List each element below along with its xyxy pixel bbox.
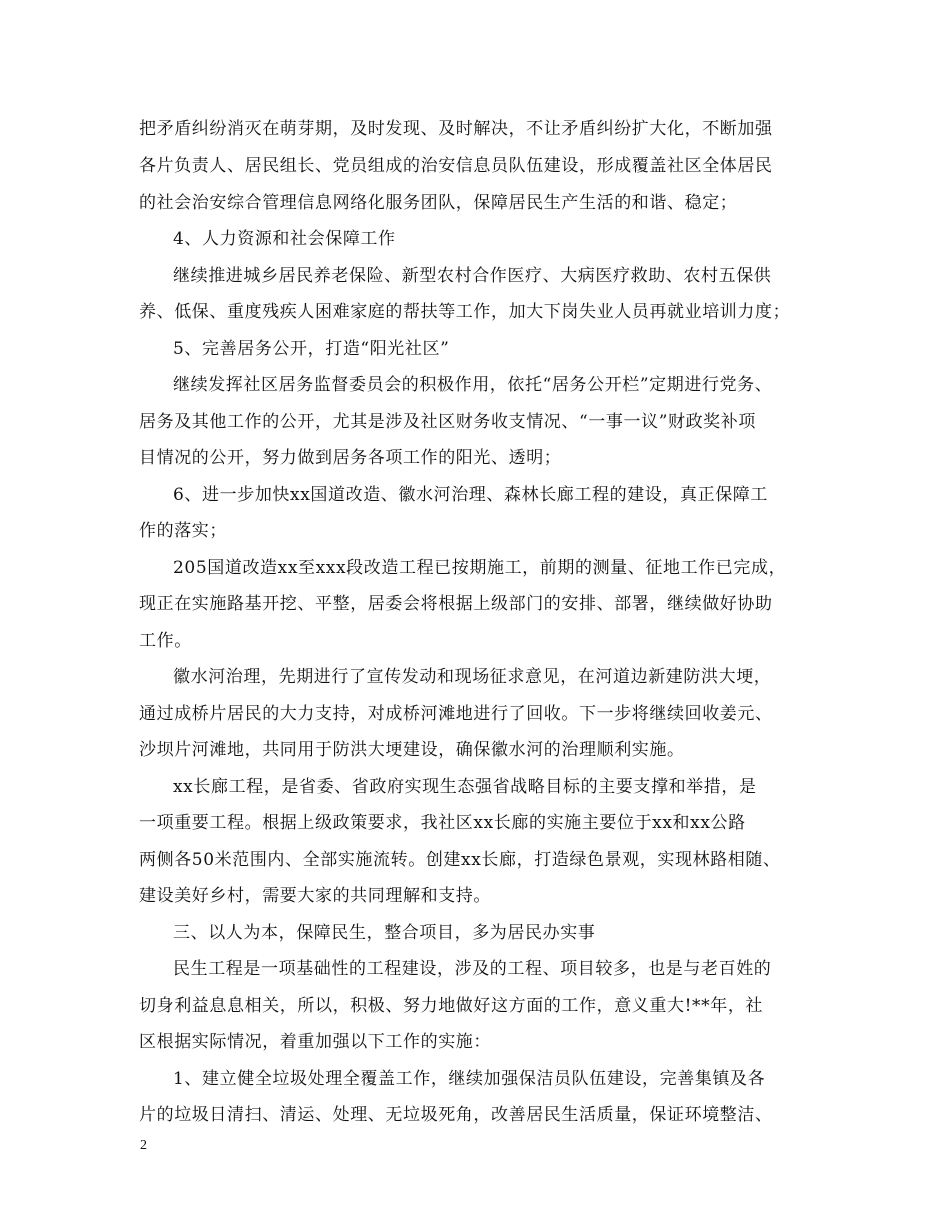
section-heading: 三、以人为本，保障民生，整合项目，多为居民办实事 bbox=[173, 923, 596, 943]
section-heading: 6、进一步加快xx国道改造、徽水河治理、森林长廊工程的建设，真正保障工 bbox=[173, 485, 768, 505]
text-line: 1、建立健全垃圾处理全覆盖工作，继续加强保洁员队伍建设，完善集镇及各 bbox=[173, 1069, 766, 1089]
section-heading: 5、完善居务公开，打造“阳光社区” bbox=[173, 339, 450, 359]
text-line: 各片负责人、居民组长、党员组成的治安信息员队伍建设，形成覆盖社区全体居民 bbox=[139, 156, 773, 176]
section-heading: 4、人力资源和社会保障工作 bbox=[173, 229, 396, 249]
text-line: xx长廊工程，是省委、省政府实现生态强省战略目标的主要支撑和举措，是 bbox=[173, 777, 757, 797]
text-line: 区根据实际情况，着重加强以下工作的实施： bbox=[139, 1032, 491, 1052]
text-line: 205国道改造xx至xxx段改造工程已按期施工，前期的测量、征地工作已完成， bbox=[173, 558, 787, 578]
text-line: 现正在实施路基开挖、平整，居委会将根据上级部门的安排、部署，继续做好协助 bbox=[139, 594, 773, 614]
text-line: 沙坝片河滩地，共同用于防洪大埂建设，确保徽水河的治理顺利实施。 bbox=[139, 740, 685, 760]
page-number: 2 bbox=[140, 1138, 147, 1153]
text-line: 民生工程是一项基础性的工程建设，涉及的工程、项目较多，也是与老百姓的 bbox=[173, 959, 772, 979]
text-line: 徽水河治理，先期进行了宣传发动和现场征求意见，在河道边新建防洪大埂， bbox=[173, 667, 772, 687]
text-line: 通过成桥片居民的大力支持，对成桥河滩地进行了回收。下一步将继续回收姜元、 bbox=[139, 704, 773, 724]
text-line: 的社会治安综合管理信息网络化服务团队，保障居民生产生活的和谐、稳定； bbox=[139, 193, 738, 213]
text-line: 继续发挥社区居务监督委员会的积极作用，依托“居务公开栏”定期进行党务、 bbox=[173, 375, 773, 395]
text-line: 继续推进城乡居民养老保险、新型农村合作医疗、大病医疗救助、农村五保供 bbox=[173, 266, 772, 286]
text-line: 建设美好乡村，需要大家的共同理解和支持。 bbox=[139, 886, 491, 906]
text-line: 一项重要工程。根据上级政策要求，我社区xx长廊的实施主要位于xx和xx公路 bbox=[139, 813, 746, 833]
text-line: 把矛盾纠纷消灭在萌芽期，及时发现、及时解决，不让矛盾纠纷扩大化，不断加强 bbox=[139, 119, 773, 139]
text-line: 作的落实； bbox=[139, 521, 227, 541]
text-line: 目情况的公开，努力做到居务各项工作的阳光、透明； bbox=[139, 448, 562, 468]
text-line: 片的垃圾日清扫、清运、处理、无垃圾死角，改善居民生活质量，保证环境整洁、 bbox=[139, 1105, 773, 1125]
text-line: 居务及其他工作的公开，尤其是涉及社区财务收支情况、“一事一议”财政奖补项 bbox=[139, 412, 756, 432]
text-line: 两侧各50米范围内、全部实施流转。创建xx长廊，打造绿色景观，实现林路相随、 bbox=[139, 850, 781, 870]
text-line: 切身利益息息相关，所以，积极、努力地做好这方面的工作，意义重大!**年，社 bbox=[139, 996, 764, 1016]
text-line: 工作。 bbox=[139, 631, 192, 651]
text-line: 养、低保、重度残疾人困难家庭的帮扶等工作，加大下岗失业人员再就业培训力度； bbox=[139, 302, 791, 322]
